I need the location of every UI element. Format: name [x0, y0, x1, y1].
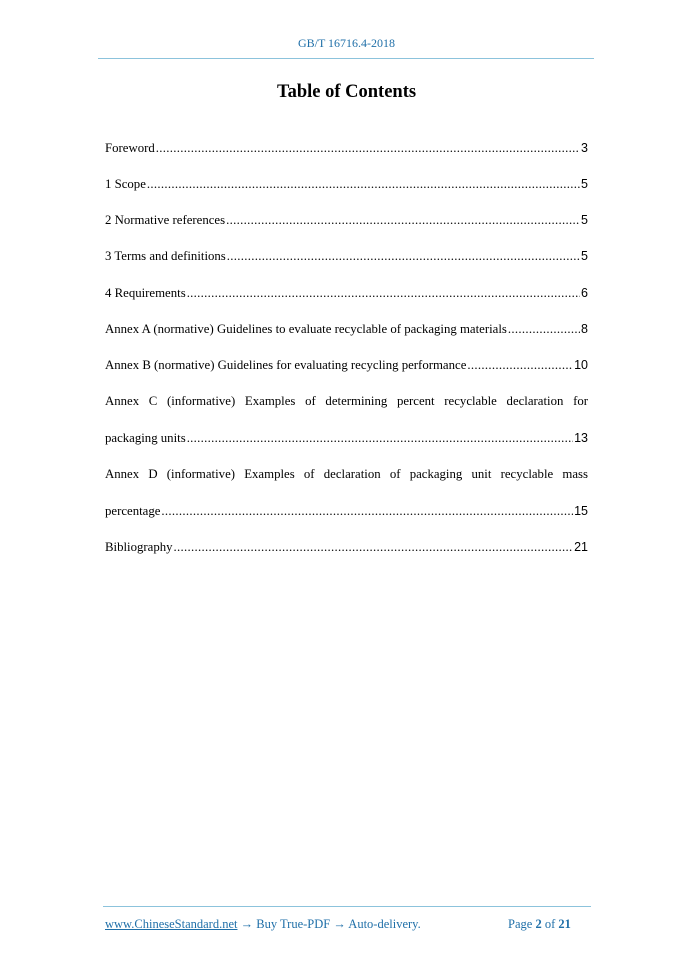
toc-leader-dots	[161, 503, 573, 519]
footer-site-link[interactable]: www.ChineseStandard.net	[105, 917, 238, 931]
toc-entry-requirements[interactable]	[105, 285, 588, 301]
header-doc-code: GB/T 16716.4-2018	[297, 36, 396, 50]
toc-leader-dots	[226, 212, 580, 228]
toc-entry-page: 8	[581, 322, 588, 336]
toc-entry-label: packaging units	[105, 431, 186, 445]
toc-entry-foreword[interactable]	[105, 140, 588, 156]
toc-entry-annex-c[interactable]	[105, 430, 588, 446]
toc-entry-annex-d[interactable]	[105, 503, 588, 519]
toc-leader-dots	[227, 248, 580, 264]
toc-leader-dots	[508, 321, 580, 337]
toc-leader-dots	[156, 140, 580, 156]
page-current: 2	[535, 917, 542, 931]
header-divider	[98, 58, 594, 59]
page-of: of	[544, 917, 556, 931]
toc-entry-page: 5	[581, 177, 588, 191]
toc-entry-page: 10	[574, 358, 588, 372]
toc-entry-annex-d-line1[interactable]: Annex D (informative) Examples of declaration of packaging unit recyclable mass	[105, 467, 588, 481]
toc-leader-dots	[187, 430, 573, 446]
toc-entry-label: 3 Terms and definitions	[105, 249, 226, 263]
toc-entry-label: 2 Normative references	[105, 213, 226, 227]
footer-page-number	[508, 917, 571, 932]
toc-entry-page: 13	[574, 431, 588, 445]
toc-leader-dots	[147, 176, 580, 192]
toc-entry-label: 1 Scope	[105, 177, 146, 191]
toc-entry-normative-references[interactable]	[105, 212, 588, 228]
page-prefix: Page	[508, 917, 533, 931]
toc-entry-terms-definitions[interactable]	[105, 248, 588, 264]
footer-divider	[103, 906, 591, 907]
toc-leader-dots	[174, 539, 574, 555]
toc-entry-label: Annex B (normative) Guidelines for evaluating recycling performance	[105, 358, 467, 372]
toc-entry-annex-a[interactable]	[105, 321, 588, 337]
toc-entry-label: 4 Requirements	[105, 286, 186, 300]
toc-entry-page: 3	[581, 141, 588, 155]
toc-entry-page: 5	[581, 249, 588, 263]
toc-leader-dots	[187, 285, 580, 301]
toc-entry-annex-b[interactable]	[105, 357, 588, 373]
toc-entry-page: 6	[581, 286, 588, 300]
toc-entry-label: percentage	[105, 504, 161, 518]
toc-leader-dots	[467, 357, 573, 373]
toc-entry-annex-c-line1[interactable]: Annex C (informative) Examples of determining percent recyclable declaration for	[105, 394, 588, 408]
page-title: Table of Contents	[276, 82, 417, 102]
toc-entry-label: Annex A (normative) Guidelines to evaluate recyclable of packaging materials	[105, 322, 507, 336]
toc-entry-page: 5	[581, 213, 588, 227]
toc-entry-label: Foreword	[105, 141, 155, 155]
footer-promo-text: → Buy True-PDF → Auto-delivery.	[237, 917, 421, 931]
toc-entry-bibliography[interactable]	[105, 539, 588, 555]
toc-entry-page: 15	[574, 504, 588, 518]
toc-entry-label: Bibliography	[105, 540, 173, 554]
toc-entry-scope[interactable]	[105, 176, 588, 192]
toc-entry-page: 21	[574, 540, 588, 554]
footer-promo	[105, 917, 421, 932]
page-total: 21	[558, 917, 571, 931]
